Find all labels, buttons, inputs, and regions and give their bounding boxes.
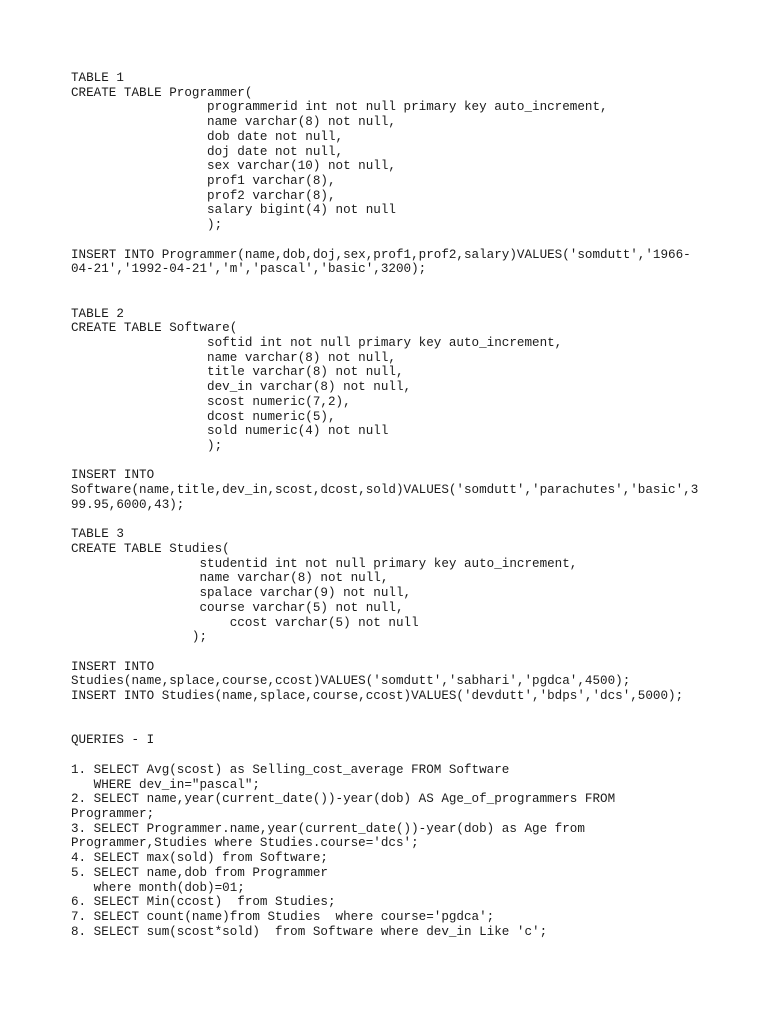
document-line: ccost varchar(5) not null bbox=[71, 615, 419, 630]
document-line: softid int not null primary key auto_increment, bbox=[71, 335, 563, 350]
document-line: ); bbox=[71, 630, 208, 645]
document-line: 6. SELECT Min(ccost) from Studies; bbox=[71, 895, 336, 910]
document-line: INSERT INTO Programmer(name,dob,doj,sex,prof1,prof2,salary)VALUES('somdutt','1966- bbox=[71, 247, 691, 262]
document-line: CREATE TABLE Software( bbox=[71, 321, 238, 336]
document-line: CREATE TABLE Studies( bbox=[71, 542, 230, 556]
document-line: INSERT INTO bbox=[71, 659, 155, 674]
document-line: where month(dob)=01; bbox=[71, 880, 245, 895]
document-line: TABLE 2 bbox=[71, 306, 124, 321]
document-line: 2. SELECT name,year(current_date())-year(dob) AS Age_of_programmers FROM bbox=[71, 792, 616, 807]
document-line bbox=[71, 233, 711, 248]
document-line: dev_in varchar(8) not null, bbox=[71, 380, 412, 395]
document-line: name varchar(8) not null, bbox=[71, 571, 389, 586]
document-line: doj date not null, bbox=[71, 144, 344, 159]
document-line: ); bbox=[71, 218, 223, 233]
document-line: 04-21','1992-04-21','m','pascal','basic',3200); bbox=[71, 262, 427, 277]
document-line bbox=[71, 719, 711, 734]
document-line: salary bigint(4) not null bbox=[71, 203, 396, 218]
document-line: Software(name,title,dev_in,scost,dcost,sold)VALUES('somdutt','parachutes','basic',3 bbox=[71, 483, 699, 498]
document-line bbox=[71, 292, 711, 307]
document-line: scost numeric(7,2), bbox=[71, 394, 351, 409]
document-line: 99.95,6000,43); bbox=[71, 497, 185, 512]
document-line: INSERT INTO Studies(name,splace,course,ccost)VALUES('devdutt','bdps','dcs',5000); bbox=[71, 689, 684, 704]
document-line: Studies(name,splace,course,ccost)VALUES('somdutt','sabhari','pgdca',4500); bbox=[71, 674, 631, 689]
document-line: name varchar(8) not null, bbox=[71, 350, 396, 365]
document-line: prof2 varchar(8), bbox=[71, 188, 336, 203]
document-line: dob date not null, bbox=[71, 129, 344, 144]
document-line: dcost numeric(5), bbox=[71, 409, 336, 424]
document-line: studentid int not null primary key auto_increment, bbox=[71, 556, 578, 571]
document-line bbox=[71, 645, 711, 660]
document-line: TABLE 3 bbox=[71, 527, 124, 542]
document-line: CREATE TABLE Programmer( bbox=[71, 85, 253, 100]
document-line bbox=[71, 748, 711, 763]
document-line bbox=[71, 704, 711, 719]
document-line bbox=[71, 454, 711, 469]
document-line: sex varchar(10) not null, bbox=[71, 159, 396, 174]
document-line: ); bbox=[71, 438, 223, 453]
document-line: programmerid int not null primary key auto_increment, bbox=[71, 100, 608, 115]
document-line bbox=[71, 277, 711, 292]
document-line: 8. SELECT sum(scost*sold) from Software where dev_in Like 'c'; bbox=[71, 924, 548, 939]
document-line: 1. SELECT Avg(scost) as Selling_cost_average FROM Software bbox=[71, 762, 510, 777]
document-line: prof1 varchar(8), bbox=[71, 174, 336, 189]
document-line bbox=[71, 513, 711, 528]
document-line: 5. SELECT name,dob from Programmer bbox=[71, 865, 328, 880]
document-page bbox=[71, 71, 711, 939]
document-line: 3. SELECT Programmer.name,year(current_date())-year(dob) as Age from bbox=[71, 821, 585, 836]
document-line: QUERIES - I bbox=[71, 733, 155, 748]
document-line: sold numeric(4) not null bbox=[71, 424, 389, 439]
document-line: spalace varchar(9) not null, bbox=[71, 586, 412, 601]
document-line: WHERE dev_in="pascal"; bbox=[71, 777, 260, 792]
document-line: TABLE 1 bbox=[71, 71, 124, 85]
document-line: Programmer; bbox=[71, 806, 155, 821]
document-line: title varchar(8) not null, bbox=[71, 365, 404, 380]
document-line: Programmer,Studies where Studies.course='dcs'; bbox=[71, 836, 419, 851]
document-line: 4. SELECT max(sold) from Software; bbox=[71, 851, 328, 866]
document-line: 7. SELECT count(name)from Studies where course='pgdca'; bbox=[71, 909, 495, 924]
document-line: INSERT INTO bbox=[71, 468, 155, 483]
document-line: name varchar(8) not null, bbox=[71, 115, 396, 130]
document-line: course varchar(5) not null, bbox=[71, 600, 404, 615]
